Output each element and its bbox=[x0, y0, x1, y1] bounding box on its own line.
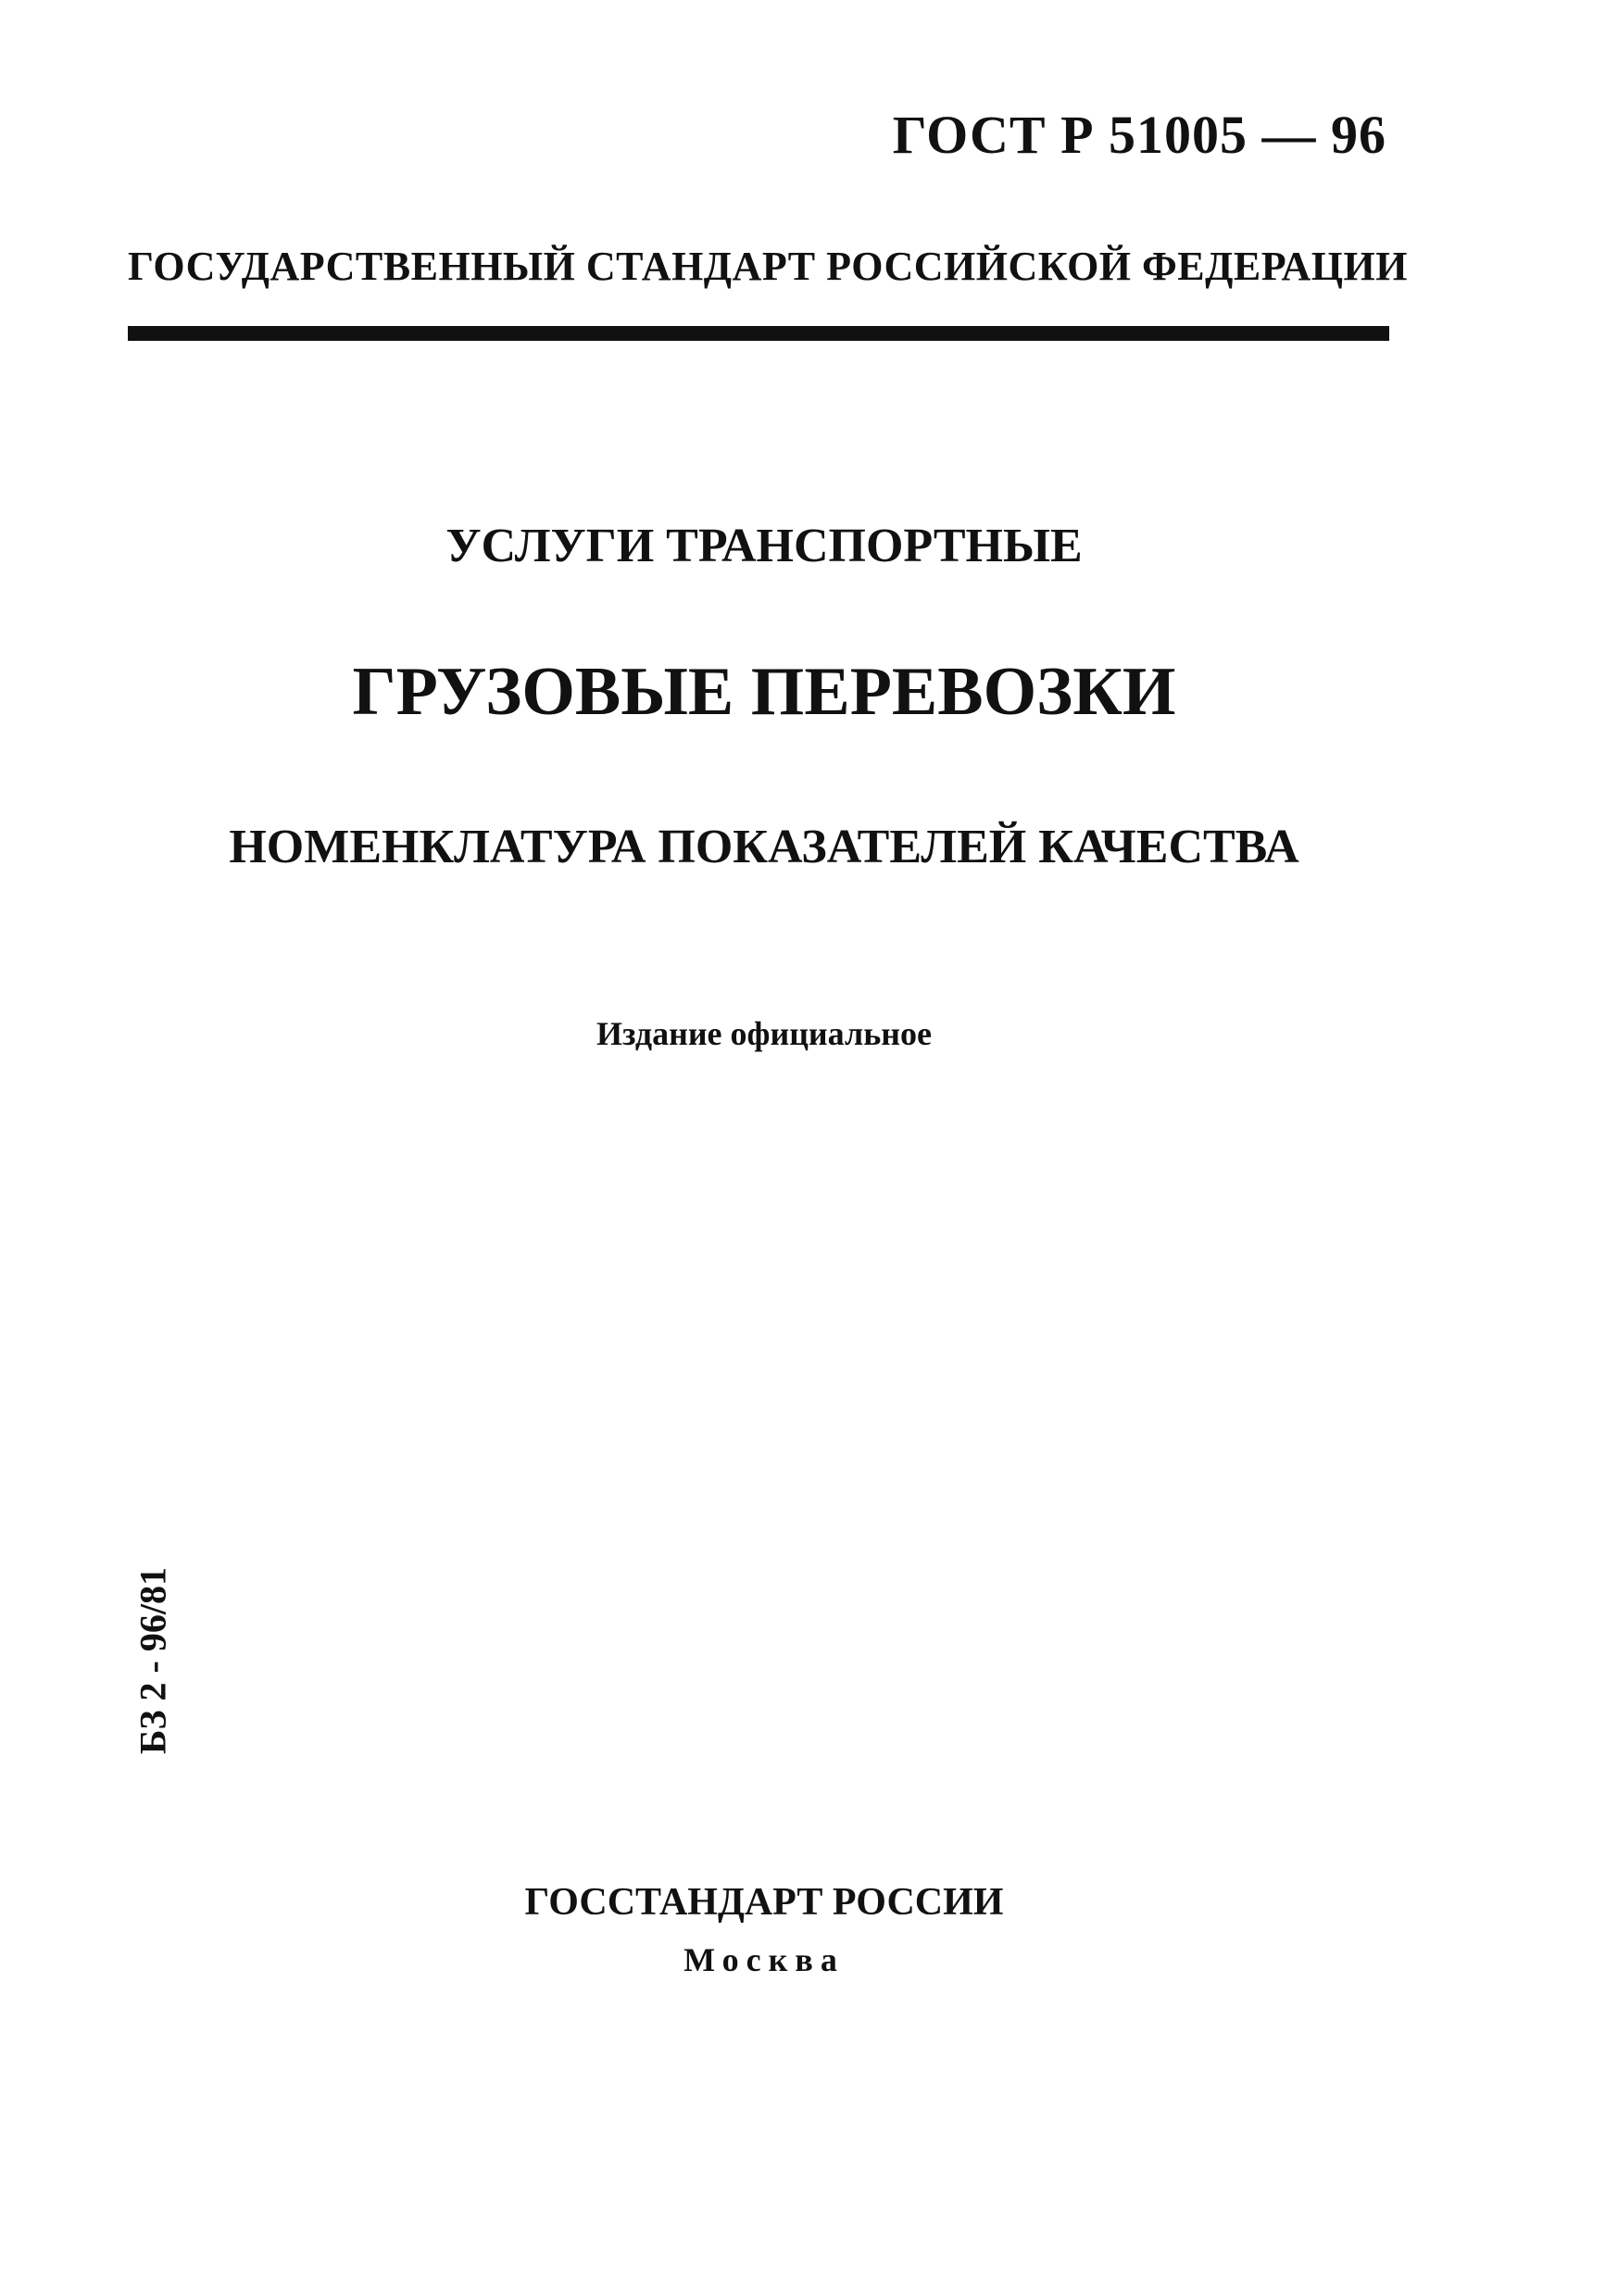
edition-note: Издание официальное bbox=[596, 1015, 932, 1052]
side-code-text: БЗ 2 - 96/81 bbox=[132, 1567, 174, 1754]
publisher: ГОССТАНДАРТ РОССИИ bbox=[524, 1881, 1004, 1924]
title-line-2: ГРУЗОВЫЕ ПЕРЕВОЗКИ bbox=[352, 654, 1176, 730]
city: Москва bbox=[684, 1941, 845, 1978]
document-number: ГОСТ Р 51005 — 96 bbox=[892, 105, 1386, 165]
state-standard-heading: ГОСУДАРСТВЕННЫЙ СТАНДАРТ РОССИЙСКОЙ ФЕДЕРАЦИИ bbox=[128, 244, 1408, 289]
title-line-1: УСЛУГИ ТРАНСПОРТНЫЕ bbox=[445, 520, 1083, 572]
title-line-3: НОМЕНКЛАТУРА ПОКАЗАТЕЛЕЙ КАЧЕСТВА bbox=[229, 821, 1299, 873]
heading-rule bbox=[128, 326, 1389, 341]
side-code bbox=[132, 1545, 174, 1776]
